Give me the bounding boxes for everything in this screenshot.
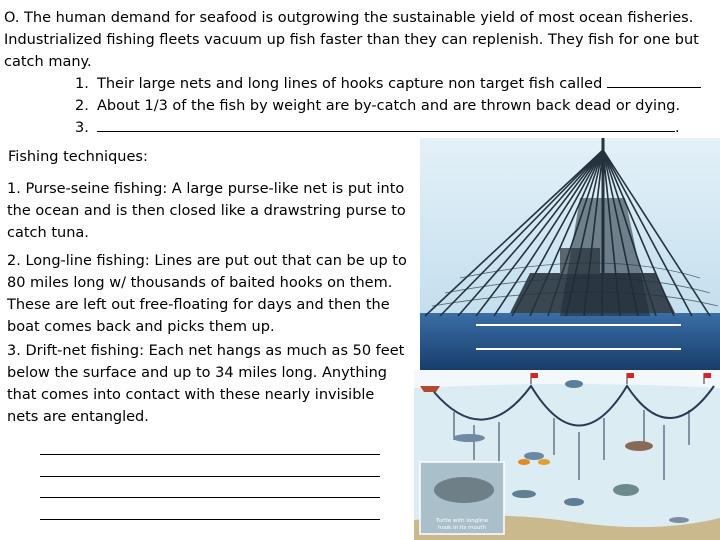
answer-line[interactable] bbox=[40, 476, 380, 477]
turtle-icon bbox=[613, 484, 639, 496]
turtle-icon bbox=[434, 477, 494, 503]
sea bbox=[420, 313, 720, 371]
fish-icon bbox=[564, 498, 584, 506]
answer-blank[interactable] bbox=[97, 117, 675, 132]
answer-line[interactable] bbox=[476, 324, 681, 326]
list-end-period: . bbox=[675, 120, 680, 136]
seal-icon bbox=[625, 441, 653, 451]
inset-caption-line-1: Turtle with longline bbox=[435, 518, 489, 524]
purse-seine-photo bbox=[420, 138, 720, 371]
intro-line-3: catch many. bbox=[4, 54, 92, 70]
list-text: About 1/3 of the fish by weight are by-catch and are thrown back dead or dying. bbox=[97, 98, 681, 114]
dolphin-icon bbox=[565, 380, 583, 388]
longline-illustration bbox=[414, 370, 720, 540]
intro-paragraph bbox=[4, 7, 716, 73]
swordfish-icon bbox=[512, 490, 536, 498]
list-number: 3. bbox=[75, 120, 89, 136]
technique-drift-net: 3. Drift-net fishing: Each net hangs as much as 50 feet below the surface and up to 34 miles long. Anything that comes into contact with these nearly invisible nets are entangled. bbox=[7, 343, 405, 425]
purse-seine-illustration bbox=[420, 138, 720, 371]
technique-long-line: 2. Long-line fishing: Lines are put out that can be up to 80 miles long w/ thousands of baited hooks on them. These are left out free-floating for days and then the boat comes back and picks them up. bbox=[7, 253, 407, 335]
intro-line-1: O. The human demand for seafood is outgrowing the sustainable yield of most ocean fisheries. bbox=[4, 10, 694, 26]
fish-icon bbox=[538, 459, 550, 465]
fish-icon bbox=[524, 452, 544, 460]
section-heading: Fishing techniques: bbox=[8, 149, 148, 165]
longline-bycatch-diagram bbox=[414, 370, 720, 540]
answer-line[interactable] bbox=[476, 348, 681, 350]
list-number: 1. bbox=[75, 76, 89, 92]
list-item-1 bbox=[75, 73, 701, 95]
answer-line[interactable] bbox=[40, 454, 380, 455]
shark-icon bbox=[453, 434, 485, 442]
answer-line[interactable] bbox=[40, 497, 380, 498]
list-number: 2. bbox=[75, 98, 89, 114]
list-item-2 bbox=[75, 95, 680, 117]
fish-icon bbox=[669, 517, 689, 523]
list-text: Their large nets and long lines of hooks capture non target fish called bbox=[97, 76, 607, 92]
fish-icon bbox=[518, 459, 530, 465]
intro-line-2: Industrialized fishing fleets vacuum up fish faster than they can replenish. They fish for one but bbox=[4, 32, 699, 48]
answer-blank[interactable] bbox=[607, 73, 701, 88]
technique-purse-seine: 1. Purse-seine fishing: A large purse-like net is put into the ocean and is then closed like a drawstring purse to catch tuna. bbox=[7, 181, 406, 241]
answer-line[interactable] bbox=[40, 519, 380, 520]
inset-caption-line-2: hook in its mouth bbox=[437, 525, 487, 531]
list-item-3 bbox=[75, 117, 680, 139]
